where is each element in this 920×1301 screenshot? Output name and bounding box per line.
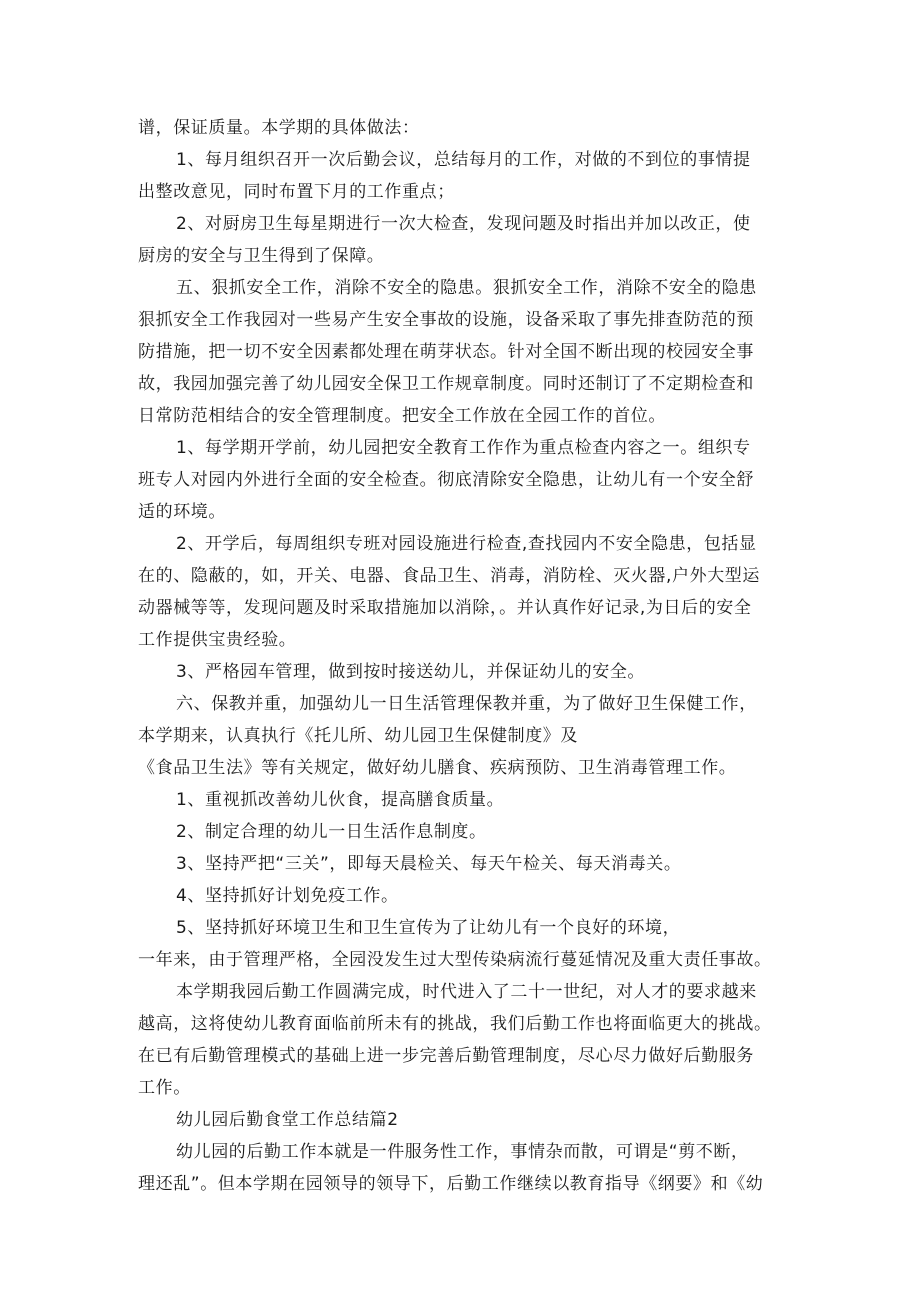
section-heading-5: 五、狠抓安全工作，消除不安全的隐患。狠抓安全工作，消除不安全的隐患 <box>176 278 757 298</box>
text-line: 厨房的安全与卫生得到了保障。 <box>138 246 385 266</box>
text-line: 班专人对园内外进行全面的安全检查。彻底清除安全隐患，让幼儿有一个安全舒 <box>138 470 754 490</box>
text-line: 工作提供宝贵经验。 <box>138 630 297 650</box>
text-line: 《食品卫生法》等有关规定，做好幼儿膳食、疾病预防、卫生消毒管理工作。 <box>138 758 737 778</box>
list-item: 1、每月组织召开一次后勤会议，总结每月的工作，对做的不到位的事情提 <box>176 150 751 170</box>
list-item: 2、开学后，每周组织专班对园设施进行检查,查找园内不安全隐患，包括显 <box>176 534 757 554</box>
list-item: 1、重视抓改善幼儿伙食，提高膳食质量。 <box>176 790 505 810</box>
text-line: 狠抓安全工作我园对一些易产生安全事故的设施，设备采取了事先排查防范的预 <box>138 310 754 330</box>
text-line: 理还乱”。但本学期在园领导的领导下，后勤工作继续以教育指导《纲要》和《幼 <box>138 1174 764 1194</box>
text-line: 本学期我园后勤工作圆满完成，时代进入了二十一世纪，对人才的要求越来 <box>176 982 757 1002</box>
text-line: 在的、隐蔽的，如，开关、电器、食品卫生、消毒，消防栓、灭火器,户外大型运 <box>138 566 761 586</box>
section-heading-6: 六、保教并重，加强幼儿一日生活管理保教并重，为了做好卫生保健工作， <box>176 694 757 714</box>
list-item: 3、严格园车管理，做到按时接送幼儿，并保证幼儿的安全。 <box>176 662 646 682</box>
list-item: 5、坚持抓好环境卫生和卫生宣传为了让幼儿有一个良好的环境， <box>176 918 681 938</box>
text-line: 谱，保证质量。本学期的具体做法： <box>138 118 420 138</box>
text-line: 在已有后勤管理模式的基础上进一步完善后勤管理制度，尽心尽力做好后勤服务 <box>138 1046 754 1066</box>
list-item: 1、每学期开学前，幼儿园把安全教育工作作为重点检查内容之一。组织专 <box>176 438 751 458</box>
list-item: 4、坚持抓好计划免疫工作。 <box>176 886 399 906</box>
text-line: 工作。 <box>138 1078 191 1098</box>
list-item: 3、坚持严把“三关”，即每天晨检关、每天午检关、每天消毒关。 <box>176 854 682 874</box>
text-line: 幼儿园的后勤工作本就是一件服务性工作，事情杂而散，可谓是“剪不断， <box>176 1142 749 1162</box>
list-item: 2、制定合理的幼儿一日生活作息制度。 <box>176 822 487 842</box>
text-line: 故，我园加强完善了幼儿园安全保卫工作规章制度。同时还制订了不定期检查和 <box>138 374 754 394</box>
text-line: 适的环境。 <box>138 502 226 522</box>
text-line: 防措施，把一切不安全因素都处理在萌芽状态。针对全国不断出现的校园安全事 <box>138 342 754 362</box>
text-line: 出整改意见，同时布置下月的工作重点； <box>138 182 455 202</box>
text-line: 日常防范相结合的安全管理制度。把安全工作放在全园工作的首位。 <box>138 406 666 426</box>
list-item: 2、对厨房卫生每星期进行一次大检查，发现问题及时指出并加以改正，使 <box>176 214 751 234</box>
text-line: 动器械等等，发现问题及时采取措施加以消除，。并认真作好记录,为日后的安全 <box>138 598 752 618</box>
text-line: 一年来，由于管理严格，全园没发生过大型传染病流行蔓延情况及重大责任事故。 <box>138 950 772 970</box>
text-line: 越高，这将使幼儿教育面临前所未有的挑战，我们后勤工作也将面临更大的挑战。 <box>138 1014 772 1034</box>
article-title: 幼儿园后勤食堂工作总结篇2 <box>176 1110 399 1130</box>
text-line: 本学期来，认真执行《托儿所、幼儿园卫生保健制度》及 <box>138 726 578 746</box>
